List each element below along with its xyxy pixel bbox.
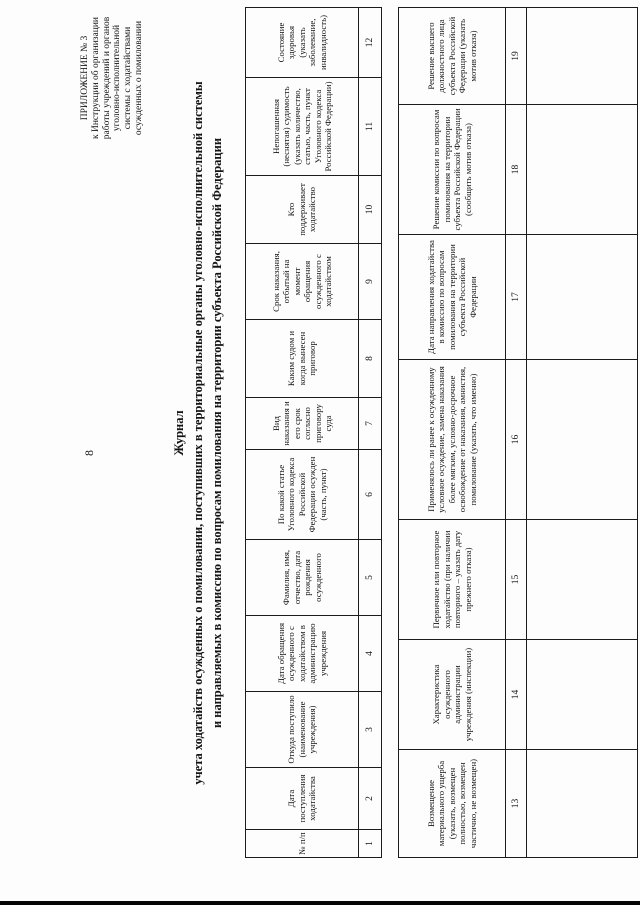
title-line-2: учета ходатайств осужденных о помиловании, поступивших в территориальные органы уголовно-исполнительной системы bbox=[191, 81, 205, 785]
column-number-10: 10 bbox=[359, 176, 382, 244]
appendix-line: работы учреждений и органов bbox=[101, 16, 112, 140]
column-header-11: Непогашенная (неснятая) судимость (указать количество, статью, часть, пункт Уголовного кодекса Российской Федерации) bbox=[246, 78, 359, 176]
column-header-12: Состояние здоровья (указать заболевание, инвалидность) bbox=[246, 8, 359, 78]
column-number-13: 13 bbox=[506, 750, 527, 858]
column-number-11: 11 bbox=[359, 78, 382, 176]
appendix-line: системы с ходатайствами bbox=[123, 26, 134, 130]
column-number-1: 1 bbox=[359, 830, 382, 858]
document-title bbox=[170, 8, 227, 858]
title-line-3: и направляемых в комиссию по вопросам помилования на территории субъекта Российской Федерации bbox=[210, 137, 224, 729]
column-number-17: 17 bbox=[506, 235, 527, 360]
column-header-7: Вид наказания и его срок согласно приговору суда bbox=[246, 398, 359, 450]
column-header-4: Дата обращения осужденного с ходатайством в администрацию учреждения bbox=[246, 616, 359, 692]
column-header-19: Решение высшего должностного лица субъекта Российской Федерации (указать мотив отказа) bbox=[399, 8, 506, 105]
empty-data-cell bbox=[527, 235, 638, 360]
column-header-6: По какой статье Уголовного кодекса Российской Федерации осужден (часть, пункт) bbox=[246, 450, 359, 540]
empty-data-cell bbox=[527, 360, 638, 520]
empty-data-cell bbox=[527, 750, 638, 858]
empty-data-cell bbox=[527, 640, 638, 750]
table2-header-row bbox=[399, 8, 506, 858]
column-number-2: 2 bbox=[359, 768, 382, 830]
table1-header-row bbox=[246, 8, 359, 858]
table1-number-row bbox=[359, 8, 382, 858]
appendix-heading bbox=[80, 5, 145, 151]
column-number-6: 6 bbox=[359, 450, 382, 540]
empty-data-cell bbox=[527, 8, 638, 105]
column-header-16: Применялось ли ранее к осужденному условное осуждение, замена наказания более мягким, условно-досрочное освобождение от наказания, амнистия, помилование (указать, что именно) bbox=[399, 360, 506, 520]
column-header-2: Дата поступления ходатайства bbox=[246, 768, 359, 830]
column-number-18: 18 bbox=[506, 105, 527, 235]
column-number-15: 15 bbox=[506, 520, 527, 640]
column-header-18: Решение комиссии по вопросам помилования на территории субъекта Российской Федерации (сообщить мотив отказа) bbox=[399, 105, 506, 235]
column-number-3: 3 bbox=[359, 692, 382, 768]
column-header-9: Срок наказания, отбытый на момент обращения осужденного с ходатайством bbox=[246, 244, 359, 320]
appendix-line: ПРИЛОЖЕНИЕ № 3 bbox=[80, 35, 90, 121]
column-number-7: 7 bbox=[359, 398, 382, 450]
table2-number-row bbox=[506, 8, 527, 858]
scan-edge-artifact bbox=[0, 901, 640, 905]
column-number-9: 9 bbox=[359, 244, 382, 320]
column-header-8: Каким судом и когда вынесен приговор bbox=[246, 320, 359, 398]
column-number-12: 12 bbox=[359, 8, 382, 78]
column-number-16: 16 bbox=[506, 360, 527, 520]
column-header-13: Возмещение материального ущерба (указать, возмещен полностью, возмещен частично, не возмещен) bbox=[399, 750, 506, 858]
appendix-line: осужденных о помиловании bbox=[133, 20, 144, 136]
column-number-19: 19 bbox=[506, 8, 527, 105]
appendix-line: уголовно-исполнительной bbox=[112, 24, 123, 132]
journal-table-part2 bbox=[398, 7, 638, 858]
column-header-1: № п/п bbox=[246, 830, 359, 858]
column-header-14: Характеристика осужденного администрации учреждения (инспекции) bbox=[399, 640, 506, 750]
column-header-15: Первичное или повторное ходатайство (при наличии повторного – указать дату прежнего отказа) bbox=[399, 520, 506, 640]
column-header-10: Кто поддерживает ходатайство bbox=[246, 176, 359, 244]
appendix-line: к Инструкции об организации bbox=[90, 17, 101, 139]
journal-table-part1 bbox=[245, 7, 382, 858]
empty-data-cell bbox=[527, 520, 638, 640]
table2-empty-data-row bbox=[527, 8, 638, 858]
column-header-3: Откуда поступило (наименование учреждения) bbox=[246, 692, 359, 768]
page-number: 8 bbox=[82, 450, 96, 456]
empty-data-cell bbox=[527, 105, 638, 235]
title-line-1: Журнал bbox=[172, 410, 186, 456]
column-header-5: Фамилия, имя, отчество, дата рождения осужденного bbox=[246, 540, 359, 616]
column-header-17: Дата направления ходатайства в комиссию по вопросам помилования на территории субъекта Российской Федерации bbox=[399, 235, 506, 360]
column-number-14: 14 bbox=[506, 640, 527, 750]
column-number-4: 4 bbox=[359, 616, 382, 692]
column-number-5: 5 bbox=[359, 540, 382, 616]
column-number-8: 8 bbox=[359, 320, 382, 398]
